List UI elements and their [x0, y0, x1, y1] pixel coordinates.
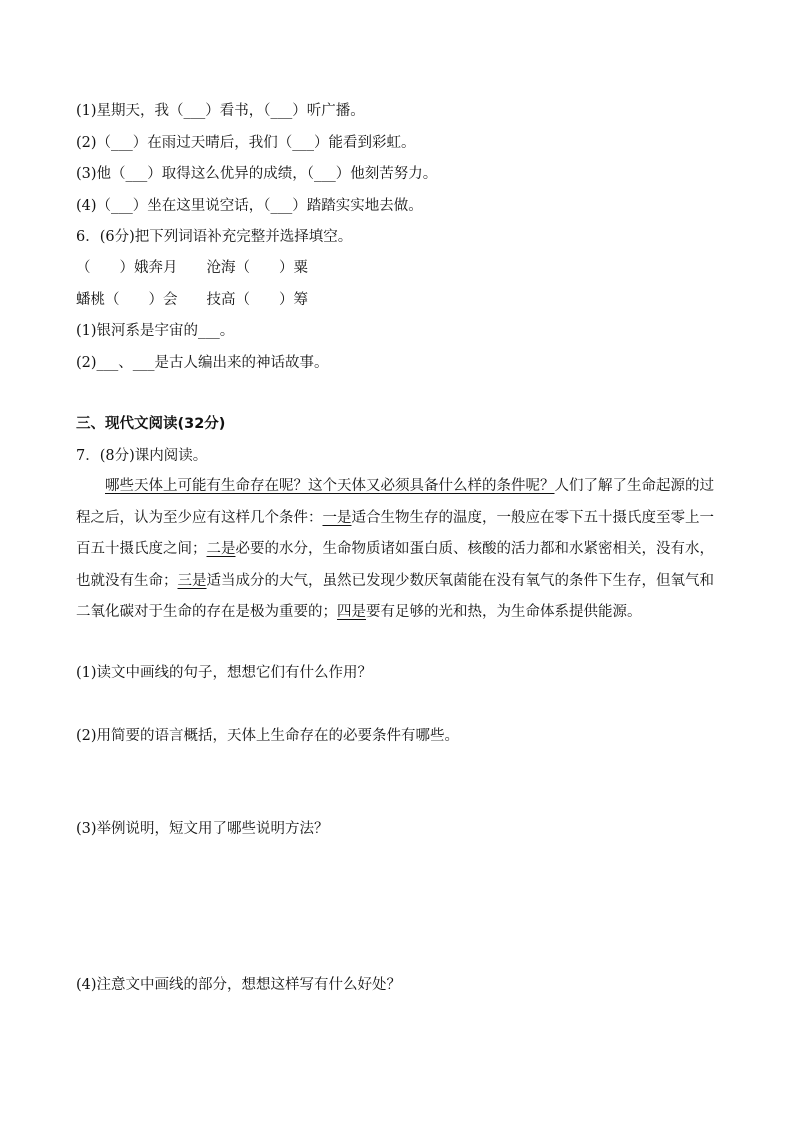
q6-sub-2: (2)___、___是古人编出来的神话故事。 — [76, 355, 329, 371]
q7-question-2: (2)用简要的语言概括，天体上生命存在的必要条件有哪些。 — [76, 728, 460, 744]
reading-passage — [76, 471, 722, 629]
passage-text-4: 适当成分的大气，虽然已发现少数厌氧菌能在没有氧气的条件下生存，但氧气和二氧化碳对于生命的存在是极为重要的； — [76, 572, 714, 620]
q6-idiom-row-1: （ ）娥奔月 沧海（ ）粟 — [76, 260, 308, 276]
q7-question-4: (4)注意文中画线的部分，想想这样写有什么好处？ — [76, 977, 402, 993]
passage-text-5: 要有足够的光和热，为生命体系提供能源。 — [366, 604, 642, 620]
underlined-questions: 哪些天体上可能有生命存在呢？这个天体又必须具备什么样的条件呢？ — [105, 478, 555, 494]
q5-line-4: (4)（___）坐在这里说空话，（___）踏踏实实地去做。 — [76, 198, 423, 214]
q6-sub-1: (1)银河系是宇宙的___。 — [76, 323, 235, 339]
q6-title: 6．(6分)把下列词语补充完整并选择填空。 — [76, 229, 353, 245]
q5-line-2: (2)（___）在雨过天晴后，我们（___）能看到彩虹。 — [76, 135, 416, 151]
q7-question-3: (3)举例说明，短文用了哪些说明方法？ — [76, 821, 329, 837]
passage-text-3: 必要的水分，生命物质诸如蛋白质、核酸的活力都和水紧密相关，没有水，也就没有生命； — [76, 541, 714, 589]
passage-text-1: 人们了解了生命起源的过程之后，认为至少应有这样几个条件： — [76, 478, 714, 526]
underlined-marker-4: 四是 — [337, 604, 366, 620]
q7-question-1: (1)读文中画线的句子，想想它们有什么作用？ — [76, 665, 373, 681]
q5-line-1: (1)星期天，我（___）看书，（___）听广播。 — [76, 103, 365, 119]
q5-line-3: (3)他（___）取得这么优异的成绩，（___）他刻苦努力。 — [76, 166, 438, 182]
passage-text-2: 适合生物生存的温度，一般应在零下五十摄氏度至零上一百五十摄氏度之间； — [76, 509, 714, 557]
underlined-marker-1: 一是 — [322, 509, 352, 526]
q7-title: 7．(8分)课内阅读。 — [76, 448, 208, 464]
q6-idiom-row-2: 蟠桃（ ）会 技高（ ）筹 — [76, 292, 308, 308]
underlined-marker-3: 三是 — [177, 572, 207, 589]
section-3-heading: 三、现代文阅读(32分) — [76, 416, 226, 432]
underlined-marker-2: 二是 — [206, 541, 236, 557]
